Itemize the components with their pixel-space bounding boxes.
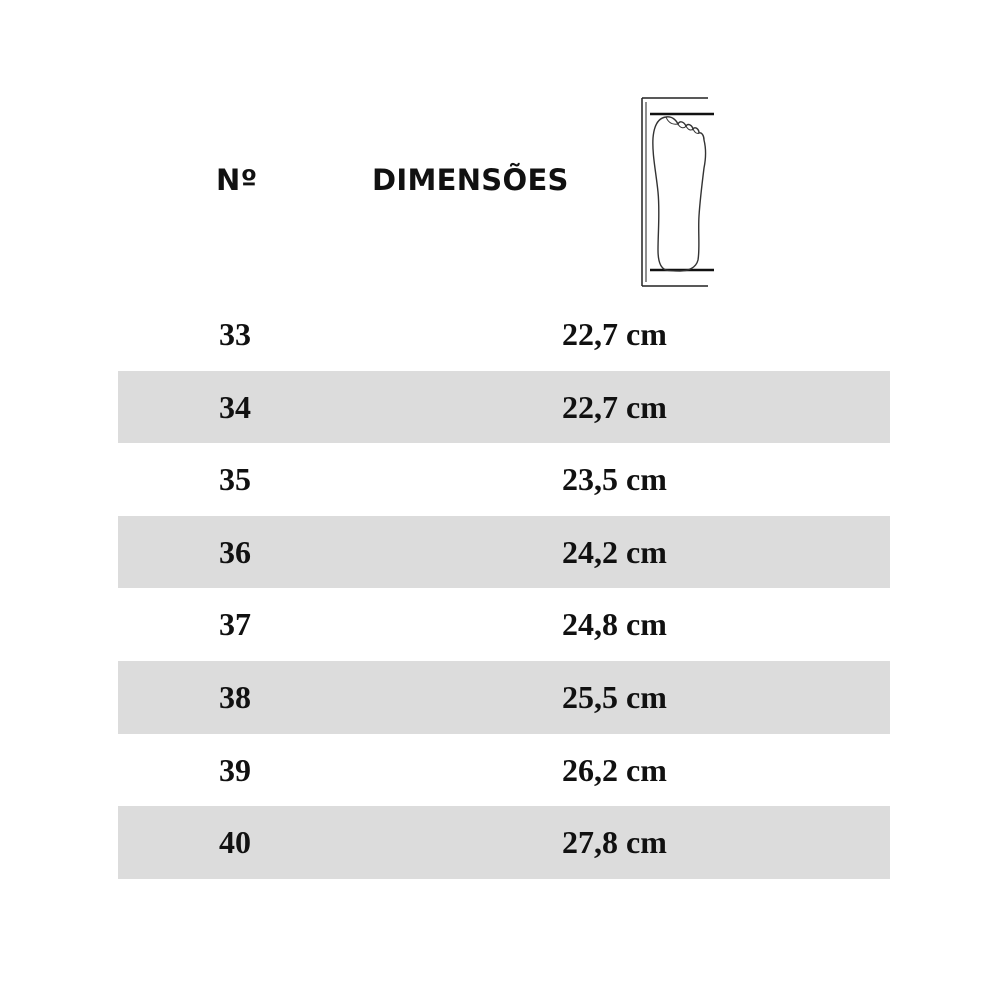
size-number-header: Nº <box>216 163 258 197</box>
length-cell: 26,2 cm <box>562 751 667 788</box>
length-cell: 25,5 cm <box>562 678 667 715</box>
size-cell: 33 <box>219 316 251 352</box>
table-row <box>118 443 890 516</box>
foot-length-icon <box>636 92 722 292</box>
table-row <box>118 661 890 734</box>
size-cell: 40 <box>219 824 251 861</box>
length-cell: 22,7 cm <box>562 316 667 352</box>
length-cell: 24,2 cm <box>562 533 667 570</box>
size-cell: 39 <box>219 751 251 788</box>
size-cell: 35 <box>219 461 251 498</box>
length-cell: 23,5 cm <box>562 461 667 498</box>
length-cell: 22,7 cm <box>562 388 667 425</box>
length-cell: 27,8 cm <box>562 824 667 861</box>
table-row <box>118 516 890 589</box>
dimensions-header: DIMENSÕES <box>372 163 569 197</box>
table-row <box>118 734 890 807</box>
size-cell: 38 <box>219 678 251 715</box>
size-cell: 34 <box>219 388 251 425</box>
size-cell: 36 <box>219 533 251 570</box>
table-row <box>118 806 890 879</box>
length-cell: 24,8 cm <box>562 606 667 643</box>
size-cell: 37 <box>219 606 251 643</box>
size-table <box>118 298 890 879</box>
table-row <box>118 588 890 661</box>
table-row <box>118 298 890 371</box>
table-row <box>118 371 890 444</box>
